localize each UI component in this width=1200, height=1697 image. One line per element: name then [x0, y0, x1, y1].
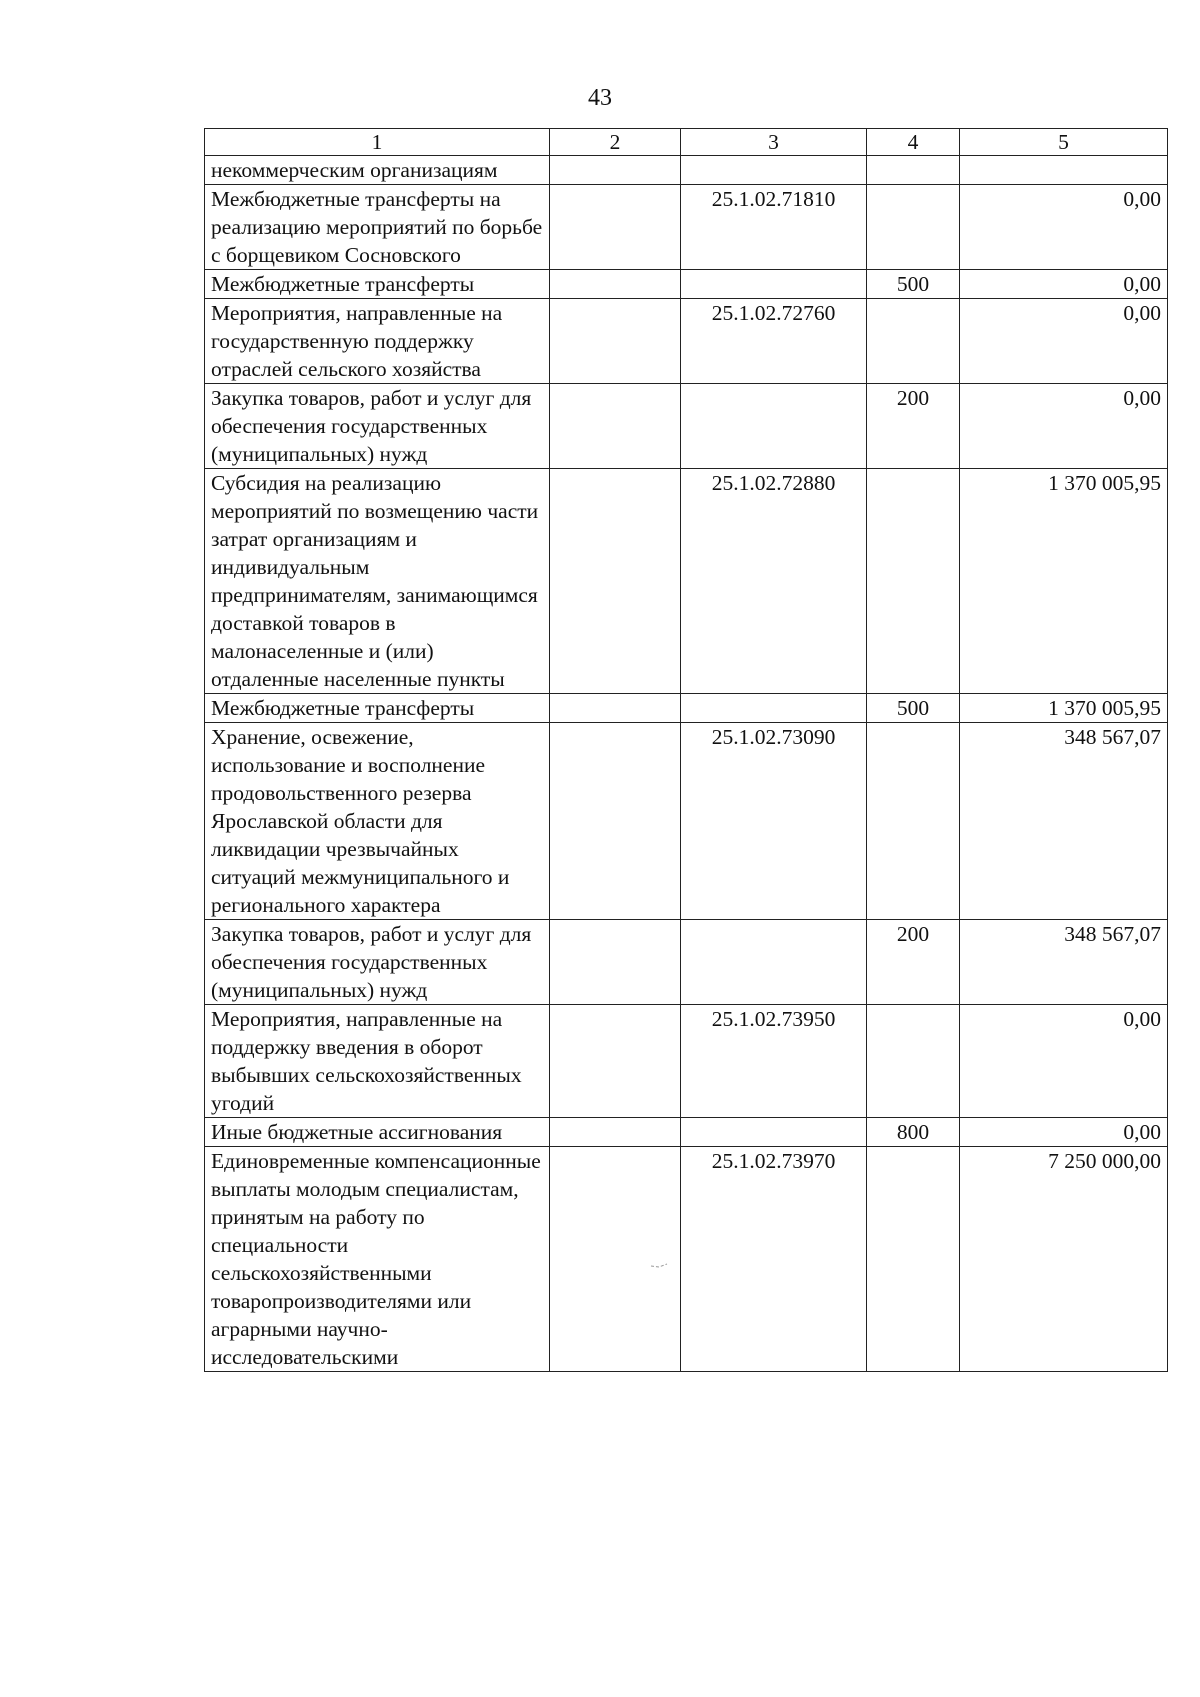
row-target-code: 25.1.02.72760: [681, 299, 867, 384]
row-target-code: 25.1.02.72880: [681, 469, 867, 694]
row-name: Хранение, освежение, использование и восполнение продовольственного резерва Ярославской области для ликвидации чрезвычайных ситуаций межмуниципального и регионального характера: [205, 723, 550, 920]
table-row: [205, 156, 1168, 185]
row-name: Иные бюджетные ассигнования: [205, 1118, 550, 1147]
row-col2: [550, 185, 681, 270]
row-amount: 0,00: [960, 384, 1168, 469]
row-target-code: [681, 694, 867, 723]
row-col2: [550, 469, 681, 694]
page-number: 43: [588, 85, 612, 111]
row-amount: [960, 156, 1168, 185]
row-col2: [550, 694, 681, 723]
row-target-code: [681, 156, 867, 185]
table-row: [205, 1118, 1168, 1147]
row-target-code: [681, 920, 867, 1005]
table-row: [205, 694, 1168, 723]
row-name: Единовременные компенсационные выплаты молодым специалистам, принятым на работу по специальности сельскохозяйственными товаропроизводителями или аграрными научно-исследовательскими: [205, 1147, 550, 1372]
row-expense-type: [867, 185, 960, 270]
row-name: Межбюджетные трансферты: [205, 694, 550, 723]
row-amount: 0,00: [960, 1118, 1168, 1147]
row-name: Закупка товаров, работ и услуг для обеспечения государственных (муниципальных) нужд: [205, 920, 550, 1005]
row-target-code: [681, 270, 867, 299]
row-expense-type: [867, 156, 960, 185]
row-expense-type: 500: [867, 694, 960, 723]
table-row: [205, 270, 1168, 299]
column-header-5: 5: [960, 129, 1168, 156]
row-expense-type: [867, 469, 960, 694]
row-target-code: [681, 1118, 867, 1147]
table-row: [205, 384, 1168, 469]
row-amount: 0,00: [960, 185, 1168, 270]
row-amount: 1 370 005,95: [960, 694, 1168, 723]
row-name: Межбюджетные трансферты: [205, 270, 550, 299]
row-col2: [550, 723, 681, 920]
row-col2: [550, 299, 681, 384]
row-expense-type: [867, 1005, 960, 1118]
row-col2: [550, 1118, 681, 1147]
table-row: [205, 1147, 1168, 1372]
row-name: Мероприятия, направленные на государственную поддержку отраслей сельского хозяйства: [205, 299, 550, 384]
row-name: Закупка товаров, работ и услуг для обеспечения государственных (муниципальных) нужд: [205, 384, 550, 469]
row-expense-type: [867, 723, 960, 920]
row-amount: 348 567,07: [960, 920, 1168, 1005]
row-expense-type: 500: [867, 270, 960, 299]
row-target-code: 25.1.02.71810: [681, 185, 867, 270]
table-row: [205, 299, 1168, 384]
row-col2: [550, 384, 681, 469]
row-expense-type: [867, 1147, 960, 1372]
row-name: Мероприятия, направленные на поддержку введения в оборот выбывших сельскохозяйственных угодий: [205, 1005, 550, 1118]
column-header-3: 3: [681, 129, 867, 156]
table-header-row: [205, 129, 1168, 156]
table-row: [205, 1005, 1168, 1118]
row-target-code: [681, 384, 867, 469]
row-expense-type: 800: [867, 1118, 960, 1147]
row-name: Субсидия на реализацию мероприятий по возмещению части затрат организациям и индивидуальным предпринимателям, занимающимся доставкой товаров в малонаселенные и (или) отдаленные населенные пункты: [205, 469, 550, 694]
row-col2: [550, 920, 681, 1005]
row-amount: 7 250 000,00: [960, 1147, 1168, 1372]
row-expense-type: [867, 299, 960, 384]
budget-table: [204, 128, 1168, 1372]
row-expense-type: 200: [867, 920, 960, 1005]
table-row: [205, 920, 1168, 1005]
table-row: [205, 723, 1168, 920]
row-target-code: 25.1.02.73950: [681, 1005, 867, 1118]
row-col2: [550, 270, 681, 299]
row-name: Межбюджетные трансферты на реализацию мероприятий по борьбе с борщевиком Сосновского: [205, 185, 550, 270]
row-amount: 0,00: [960, 299, 1168, 384]
row-col2: [550, 1005, 681, 1118]
row-col2: [550, 1147, 681, 1372]
stray-scan-mark: [650, 1262, 668, 1268]
row-target-code: 25.1.02.73090: [681, 723, 867, 920]
row-amount: 348 567,07: [960, 723, 1168, 920]
row-col2: [550, 156, 681, 185]
row-target-code: 25.1.02.73970: [681, 1147, 867, 1372]
row-amount: 0,00: [960, 270, 1168, 299]
row-name: некоммерческим организациям: [205, 156, 550, 185]
column-header-1: 1: [205, 129, 550, 156]
column-header-4: 4: [867, 129, 960, 156]
table-row: [205, 185, 1168, 270]
row-amount: 0,00: [960, 1005, 1168, 1118]
row-amount: 1 370 005,95: [960, 469, 1168, 694]
column-header-2: 2: [550, 129, 681, 156]
table-row: [205, 469, 1168, 694]
row-expense-type: 200: [867, 384, 960, 469]
